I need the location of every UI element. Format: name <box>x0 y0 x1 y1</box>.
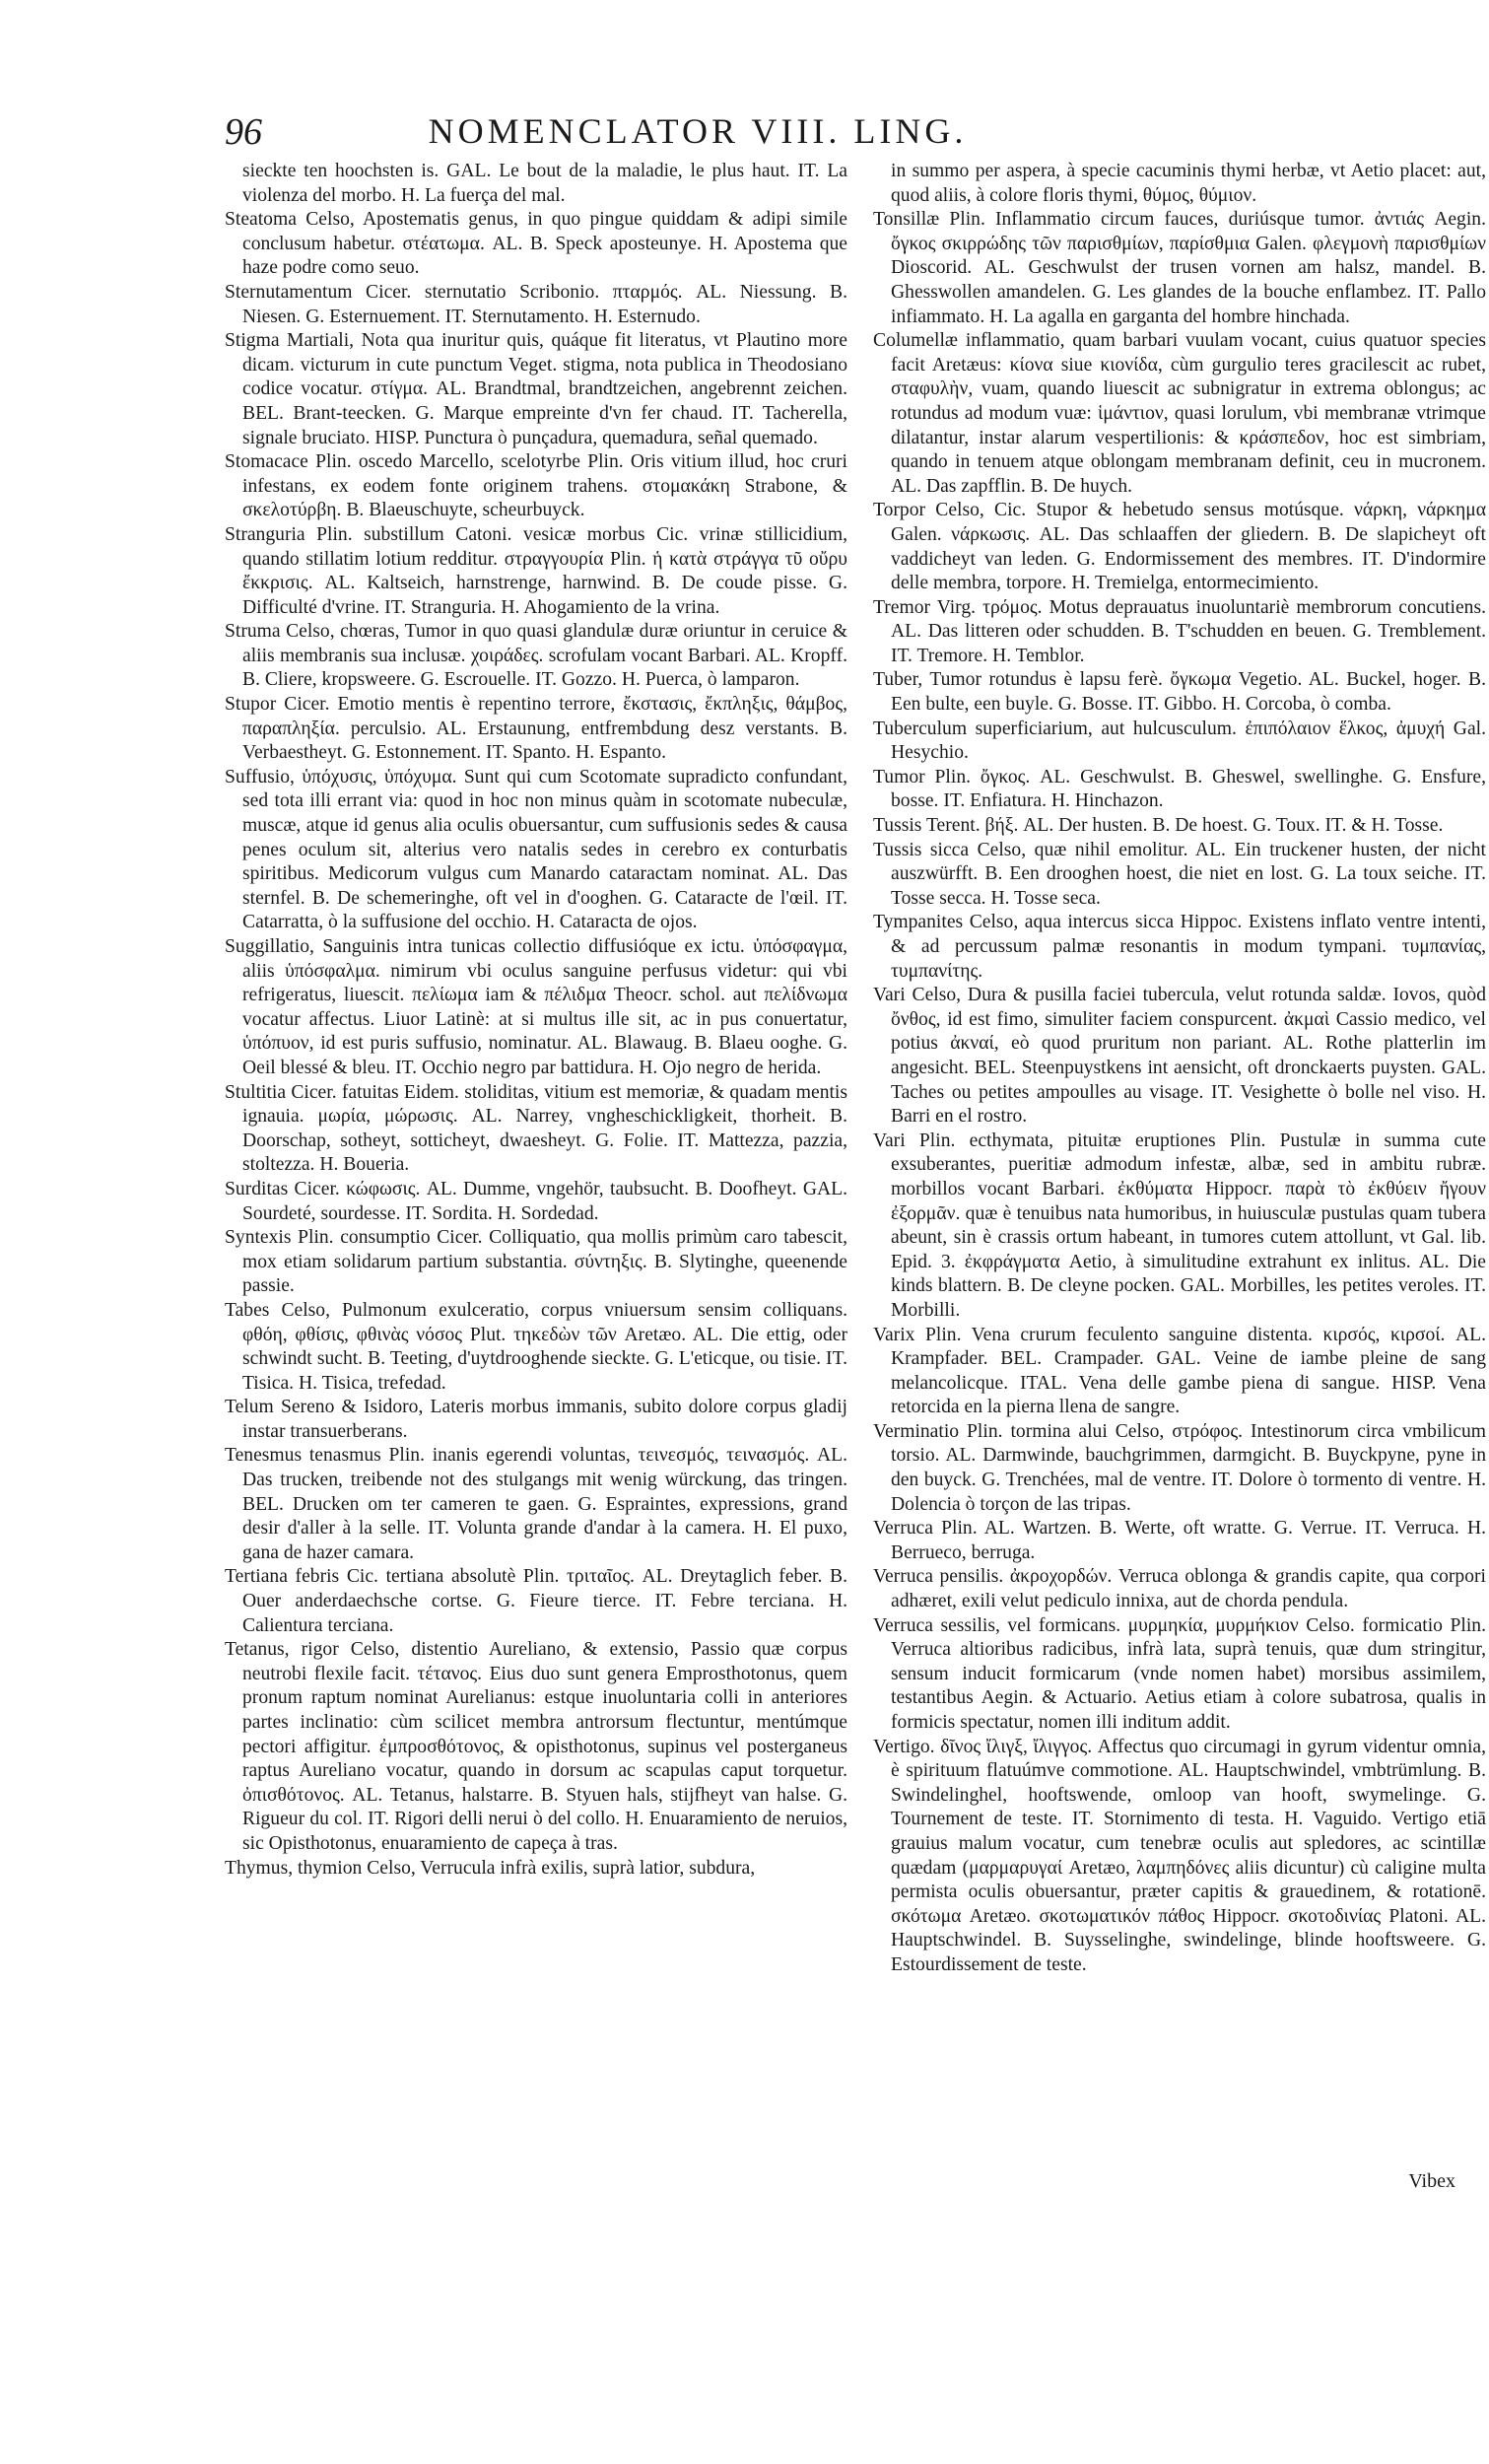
running-title: NOMENCLATOR VIII. LING. <box>428 111 968 151</box>
dictionary-entry: Tetanus, rigor Celso, distentio Aureliano, & extensio, Passio quæ corpus neutrobi flexile facit. τέτανος. Eius duo sunt genera Emprosthotonus, quem pronum raptum nominat Aurelianus: estque inuoluntaria colli in anteriores partes inclinatio: cùm scilicet membra antrorsum flectuntur, mentúmque pectori affigitur. ἐμπροσθότονος, & opisthotonus, supinus vel posterganeus raptus Aureliano vocatur, quando in dorsum ac scapulas caput torquetur. ὀπισθότονος. AL. Tetanus, halstarre. B. Styuen hals, stijfheyt van halse. G. Rigueur du col. IT. Rigori delli nerui ò del collo. H. Enuaramiento de neruios, sic Opisthotonus, enuaramiento de capeça à tras. <box>225 1639 847 1854</box>
dictionary-entry: Tenesmus tenasmus Plin. inanis egerendi voluntas, τεινεσμός, τεινασμός. AL. Das trucken, treibende not des stulgangs mit wenig würckung, das tringen. BEL. Drucken om ter cameren te gaen. G. Espraintes, expressions, grand desir d'aller à la selle. IT. Volunta grande d'andar à la camera. H. El puxo, gana de hazer camara. <box>225 1445 847 1563</box>
dictionary-entry: Tuber, Tumor rotundus è lapsu ferè. ὄγκωμα Vegetio. AL. Buckel, hoger. B. Een bulte, een buyle. G. Bosse. IT. Gibbo. H. Corcoba, ò comba. <box>873 669 1486 716</box>
dictionary-entry: Tertiana febris Cic. tertiana absolutè Plin. τριταῖος. AL. Dreytaglich feber. B. Ouer anderdaechsche cortse. G. Fieure tierce. IT. Febre terciana. H. Calientura terciana. <box>225 1566 847 1636</box>
dictionary-entry: Verruca Plin. AL. Wartzen. B. Werte, oft wratte. G. Verrue. IT. Verruca. H. Berrueco, berruga. <box>873 1518 1486 1563</box>
dictionary-entry: Vari Celso, Dura & pusilla faciei tubercula, velut rotunda saldæ. Iovos, quòd ὄνθος, id est fimo, simuliter faciem conspurcent. ἀκμαὶ Cassio medico, vel potius ἀκναί, eò quod pruritum non pariant. AL. Rothe platterlin im angesicht. BEL. Steenpuystkens int aensicht, oft dronckaerts puysten. GAL. Taches ou petites ampoulles au visage. IT. Vesighette ò bolle nel viso. H. Barri en el rostro. <box>873 985 1486 1128</box>
dictionary-entry: Verruca sessilis, vel formicans. μυρμηκία, μυρμήκιον Celso. formicatio Plin. Verruca altioribus radicibus, infrà lata, suprà tenuis, quæ dum stringitur, sensum inducit formicarum (vnde nomen habet) morsibus assimilem, testantibus Aegin. & Actuario. Aetius etiam à colore subatrosa, qualis in formicis spectatur, nomen illi inditum addit. <box>873 1614 1486 1733</box>
dictionary-entry: Tremor Virg. τρόμος. Motus deprauatus inuoluntariè membrorum concutiens. AL. Das litteren oder schudden. B. T'schudden en beuen. G. Tremblement. IT. Tremore. H. Temblor. <box>873 596 1486 666</box>
dictionary-entry: Columellæ inflammatio, quam barbari vuulam vocant, cuius quatuor species facit Aretæus: κίονα siue κιονίδα, cùm gurgulio teres gracilescit ac rubet, σταφυλὴν, vuam, quando liuescit ac subnigratur in extrema oblongus; ac rotundus ad modum vuæ: ἱμάντιον, quasi lorulum, vbi membranæ vtrimque dilatantur, instar alarum vespertilionis: & κράσπεδον, hoc est simbriam, quando in tenuem atque oblongam membranam definit, ceu in mucronem. AL. Das zapfflin. B. De huych. <box>873 330 1486 497</box>
dictionary-entry: Suggillatio, Sanguinis intra tunicas collectio diffusióque ex ictu. ὑπόσφαγμα, aliis ὑπόσφαλμα. nimirum vbi oculus sanguine perfusus videtur: qui vbi refrigeratus, liuescit. πελίωμα iam & πέλιδμα Theocr. schol. aut πελίδνωμα vocatur affectus. Liuor Latinè: at si multus ille sit, ac in pus conuertatur, ὑπόπυον, id est puris suffusio, nominatur. AL. Blawaug. B. Blaeu ooghe. G. Oeil blessé & bleu. IT. Occhio negro par battidura. H. Ojo negro de herida. <box>225 936 847 1078</box>
right-column <box>873 160 1486 1978</box>
dictionary-entry: Stupor Cicer. Emotio mentis è repentino terrore, ἔκστασις, ἔκπληξις, θάμβος, παραπληξία. perculsio. AL. Erstaunung, entfrembdung desz verstants. B. Verbaestheyt. G. Estonnement. IT. Spanto. H. Espanto. <box>225 694 847 764</box>
dictionary-entry: Torpor Celso, Cic. Stupor & hebetudo sensus motúsque. νάρκη, νάρκημα Galen. νάρκωσις. AL. Das schlaaffen der gliedern. B. De slapicheyt oft vaddicheyt van leden. G. Endormissement des membres. IT. D'indormire delle membra, torpore. H. Tremielga, entormecimiento. <box>873 500 1486 594</box>
dictionary-entry: Verruca pensilis. ἀκροχορδών. Verruca oblonga & grandis capite, qua corpori adhæret, exili velut pediculo innixa, aut de chorda pendula. <box>873 1566 1486 1612</box>
dictionary-entry: Tussis sicca Celso, quæ nihil emolitur. AL. Ein truckener husten, der nicht auszwürfft. B. Een drooghen hoest, die niet en lost. G. La toux seiche. IT. Tosse secca. H. Tosse seca. <box>873 839 1486 909</box>
dictionary-entry: Tonsillæ Plin. Inflammatio circum fauces, duriúsque tumor. ἀντιάς Aegin. ὄγκος σκιρρώδης τῶν παρισθμίων, παρίσθμια Galen. φλεγμονὴ παρισθμίων Dioscorid. AL. Geschwulst der trusen vornen am halsz, mandel. B. Ghesswollen amandelen. G. Les glandes de la bouche enflambez. IT. Pallo infiammato. H. La agalla en garganta del hombre hinchada. <box>873 209 1486 327</box>
left-column <box>225 160 847 1881</box>
dictionary-entry: Steatoma Celso, Apostematis genus, in quo pingue quiddam & adipi simile conclusum habetur. στέατωμα. AL. B. Speck aposteunye. H. Apostema que haze podre como seuo. <box>225 209 847 279</box>
dictionary-entry: Stigma Martiali, Nota qua inuritur quis, quáque fit literatus, vt Plautino more dicam. victurum in cute punctum Veget. stigma, nota publica in Theodosiano codice vocatur. στίγμα. AL. Brandtmal, brandtzeichen, angebrennt zeichen. BEL. Brant-teecken. G. Marque empreinte d'vn fer chaud. IT. Tacherella, signale bruciato. HISP. Punctura ò punçadura, quemadura, señal quemado. <box>225 330 847 448</box>
dictionary-entry: Sternutamentum Cicer. sternutatio Scribonio. πταρμός. AL. Niessung. B. Niesen. G. Esternuement. IT. Sternutamento. H. Esternudo. <box>225 281 847 327</box>
dictionary-entry: Tuberculum superficiarium, aut hulcusculum. ἐπιπόλαιον ἕλκος, ἀμυχή Gal. Hesychio. <box>873 718 1486 764</box>
dictionary-entry: Tabes Celso, Pulmonum exulceratio, corpus vniuersum sensim colliquans. φθόη, φθίσις, φθινὰς νόσος Plut. τηκεδὼν τῶν Aretæo. AL. Die ettig, oder schwindt sucht. B. Teeting, d'uytdrooghende sieckte. G. L'eticque, ou tisie. IT. Tisica. H. Tisica, trefedad. <box>225 1299 847 1394</box>
dictionary-entry: Varix Plin. Vena crurum feculento sanguine distenta. κιρσός, κιρσοί. AL. Krampfader. BEL. Crampader. GAL. Veine de iambe pleine de sang melancolicque. ITAL. Vena delle gambe piena di sangue. HISP. Vena retorcida en la pierna llena de sangre. <box>873 1324 1486 1418</box>
dictionary-entry: Suffusio, ὑπόχυσις, ὑπόχυμα. Sunt qui cum Scotomate supradicto confundant, sed tota illi errant via: quod in hoc non minus quàm in scotomate nubeculæ, muscæ, atque id genus alia oculis obuersantur, cum suffusionis sedes & causa penes oculum sit, alterius vero natalis sedes in cerebro ex conturbatis spiritibus. Medicorum vulgus cum Manardo cataractam nominat. AL. Das sternfel. B. De schemeringhe, oft vel in d'ooghen. G. Cataracte de l'œil. IT. Catarratta, ò la suffusione del occhio. H. Cataracta de ojos. <box>225 766 847 933</box>
dictionary-entry: sieckte ten hoochsten is. GAL. Le bout de la maladie, le plus haut. IT. La violenza del morbo. H. La fuerça del mal. <box>242 161 847 206</box>
dictionary-entry: Syntexis Plin. consumptio Cicer. Colliquatio, qua mollis primùm caro tabescit, mox etiam solidarum partium substantia. σύντηξις. B. Slytinghe, queenende passie. <box>225 1227 847 1297</box>
dictionary-entry: Tumor Plin. ὄγκος. AL. Geschwulst. B. Gheswel, swellinghe. G. Ensfure, bosse. IT. Enfiatura. H. Hinchazon. <box>873 766 1486 812</box>
page-header <box>225 110 1171 160</box>
dictionary-entry: Surditas Cicer. κώφωσις. AL. Dumme, vngehör, taubsucht. B. Doofheyt. GAL. Sourdeté, sourdesse. IT. Sordita. H. Sordedad. <box>225 1178 847 1224</box>
dictionary-entry: Tympanites Celso, aqua intercus sicca Hippoc. Existens inflato ventre intenti, & ad percussum palmæ resonantis in modum tympani. τυμπανίας, τυμπανίτης. <box>873 912 1486 982</box>
dictionary-entry: Stomacace Plin. oscedo Marcello, scelotyrbe Plin. Oris vitium illud, hoc cruri infestans, ex eodem fonte originem trahens. στομακάκη Strabone, & σκελοτύρβη. B. Blaeuschuyte, scheurbuyck. <box>225 451 847 521</box>
dictionary-entry: Vari Plin. ecthymata, pituitæ eruptiones Plin. Pustulæ in summa cute exsuberantes, pueritiæ admodum infestæ, albæ, sed in ambitu rubræ. morbillos vocant Barbari. ἐκθύματα Hippocr. παρὰ τὸ ἐκθύειν ἤγουν ἐξορμᾶν. quæ è tenuibus nata humoribus, in huiusculæ pustulas quam tubera abeunt, sin è crassis ortum habeant, in tumores cutem attollunt, vt Gal. lib. Epid. 3. ἐκφράγματα Aetio, à simulitudine extrahunt ex inlitus. AL. Die kinds blattern. B. De cleyne pocken. GAL. Morbilles, les petites veroles. IT. Morbilli. <box>873 1129 1486 1321</box>
dictionary-entry: Stranguria Plin. substillum Catoni. vesicæ morbus Cic. vrinæ stillicidium, quando stillatim lotium redditur. στραγγουρία Plin. ἡ κατὰ στράγγα τῦ οὔρυ ἔκκρισις. AL. Kaltseich, harnstrenge, harnwind. B. De coude pisse. G. Difficulté d'vrine. IT. Stranguria. H. Ahogamiento de la vrina. <box>225 523 847 618</box>
dictionary-entry: Thymus, thymion Celso, Verrucula infrà exilis, suprà latior, subdura, <box>225 1857 756 1879</box>
dictionary-entry: Verminatio Plin. tormina alui Celso, στρόφος. Intestinorum circa vmbilicum torsio. AL. Darmwinde, bauchgrimmen, darmgicht. B. Buyckpyne, pyne in den buyck. G. Trenchées, mal de ventre. IT. Dolore ò tormento di ventre. H. Dolencia ò torçon de las tripas. <box>873 1420 1486 1515</box>
dictionary-entry: Stultitia Cicer. fatuitas Eidem. stoliditas, vitium est memoriæ, & quadam mentis ignauia. μωρία, μώρωσις. AL. Narrey, vngheschickligkeit, thorheit. B. Doorschap, sotheyt, sotticheyt, dwaesheyt. G. Folie. IT. Mattezza, pazzia, stoltezza. H. Boueria. <box>225 1081 847 1176</box>
catchword: Vibex <box>1408 2170 1455 2192</box>
dictionary-entry: Struma Celso, chœras, Tumor in quo quasi glandulæ duræ oriuntur in ceruice & aliis membranis sua inclusæ. χοιράδες. scrofulam vocant Barbari. AL. Kropff. B. Cliere, kropsweere. G. Escrouelle. IT. Gozzo. H. Puerca, ò lamparon. <box>225 621 847 691</box>
page-number: 96 <box>225 111 262 153</box>
dictionary-entry: Telum Sereno & Isidoro, Lateris morbus immanis, subito dolore corpus gladij instar transuerberans. <box>225 1397 847 1442</box>
dictionary-entry: Vertigo. δῖνος ἴλιγξ, ἴλιγγος. Affectus quo circumagi in gyrum videntur omnia, è spirituum flatuúmve commotione. AL. Hauptschwindel, vmbtrümlung. B. Swindelinghel, hooftswende, omloop van hooft, swymelinge. G. Tournement de teste. IT. Stornimento di testa. H. Vaguido. Vertigo etiā grauius malum vocatur, cum tenebræ oculis aut spledores, ac scintillæ quædam (μαρμαρυγαί Aretæo, λαμπηδόνες aliis dicuntur) cù caligine multa permista oculis obuersantur, præter capitis & grauedinem, & rotationē. σκότωμα Aretæo. σκοτωματικόν πάθος Hippocr. σκοτοδινίας Platoni. AL. Hauptschwindel. B. Suysselinghe, swindelinge, blinde hooftsweere. G. Estourdissement de teste. <box>873 1736 1486 1975</box>
dictionary-entry: Tussis Terent. βήξ. AL. Der husten. B. De hoest. G. Toux. IT. & H. Tosse. <box>873 815 1444 837</box>
dictionary-entry: in summo per aspera, à specie cacuminis thymi herbæ, vt Aetio placet: aut, quod aliis, à colore floris thymi, θύμος, θύμιον. <box>891 161 1486 206</box>
